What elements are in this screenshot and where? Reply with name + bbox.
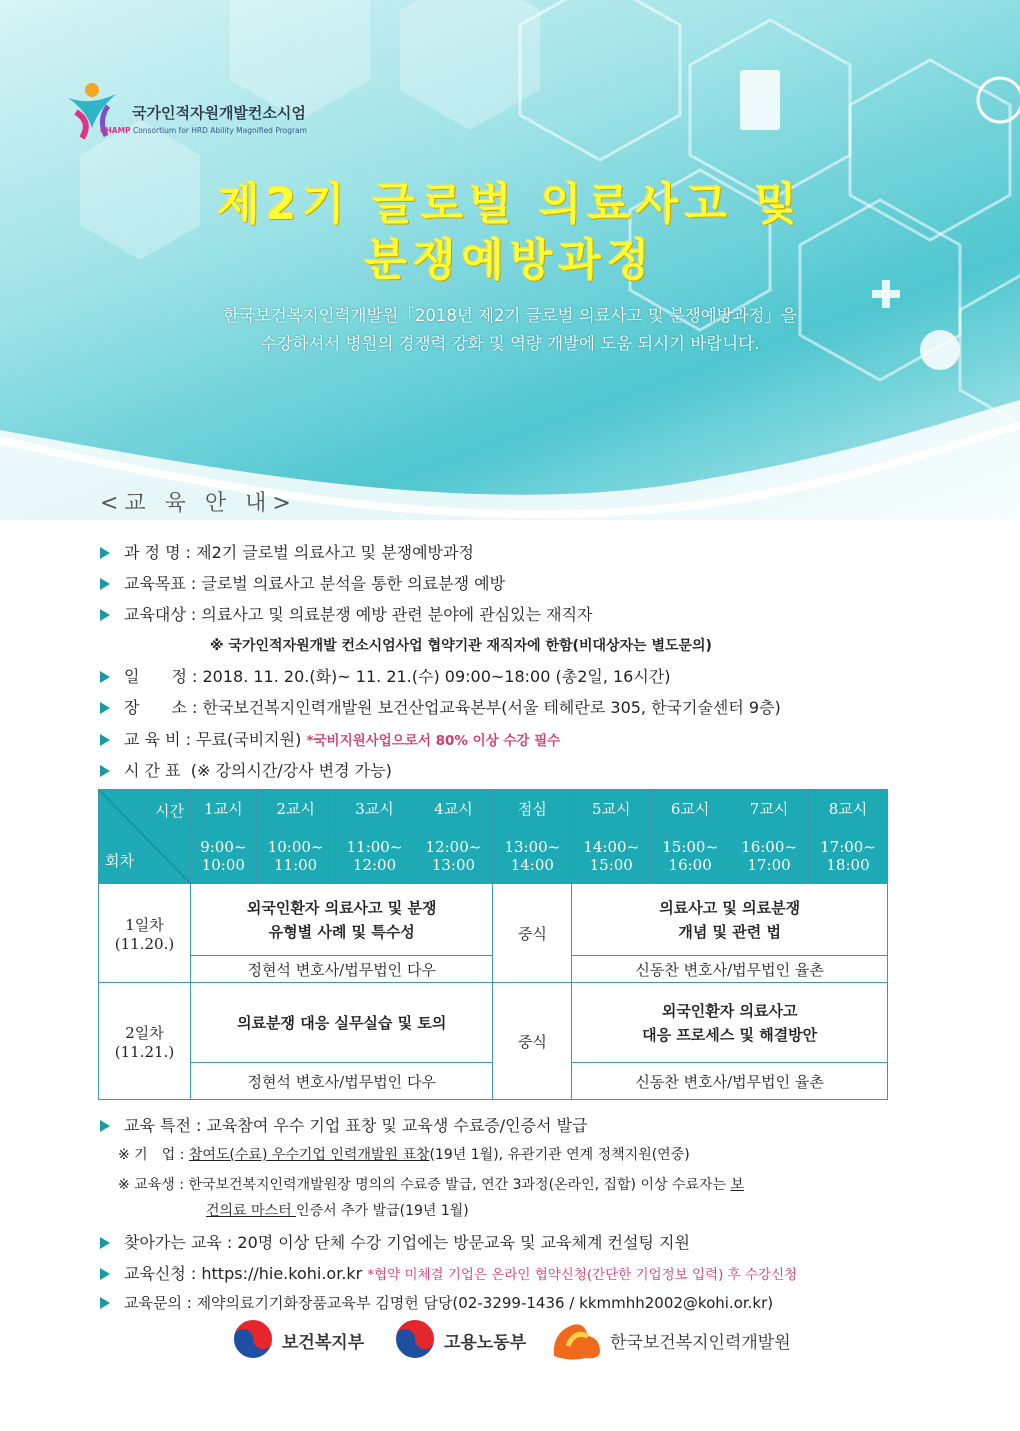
- schedule-table: [98, 789, 888, 1100]
- champ-logo: [62, 76, 342, 148]
- day2-am-instructor: 정현석 변호사/법무법인 다우: [191, 1063, 493, 1100]
- arrow-icon: [100, 1268, 110, 1280]
- day2-am-topic: 의료분쟁 대응 실무실습 및 토의: [191, 983, 493, 1063]
- period-header: 4교시: [414, 790, 493, 828]
- kohi-label: 한국보건복지인력개발원: [610, 1333, 791, 1353]
- intro-line2: 수강하셔서 병원의 경쟁력 강화 및 역량 개발에 도움 되시기 바랍니다.: [260, 334, 760, 353]
- arrow-icon: [100, 734, 110, 746]
- arrow-icon: [100, 1120, 110, 1132]
- time-cell: 14:00~ 15:00: [572, 828, 651, 884]
- benefit-student-line2: 건의료 마스터 인증서 추가 발급(19년 1월): [206, 1203, 469, 1219]
- arrow-icon: [100, 1297, 110, 1309]
- day1-pm-instructor: 신동찬 변호사/법무법인 율촌: [572, 956, 888, 983]
- info-visiting: 찾아가는 교육 : 20명 이상 단체 수강 기업에는 방문교육 및 교육체계 컨설팅 지원: [100, 1230, 690, 1253]
- arrow-icon: [100, 609, 110, 621]
- info-contact: 교육문의 : 제약의료기기화장품교육부 김명헌 담당(02-3299-1436 / kkmmhh2002@kohi.or.kr): [100, 1292, 773, 1313]
- mohw-label: 보건복지부: [282, 1333, 365, 1353]
- section-title: <교 육 안 내>: [100, 491, 297, 516]
- period-header-row: [99, 790, 888, 828]
- time-cell: 10:00~ 11:00: [256, 828, 335, 884]
- day1-pm-topic: 의료사고 및 의료분쟁 개념 및 관련 법: [572, 884, 888, 956]
- time-cell: 12:00~ 13:00: [414, 828, 493, 884]
- info-fee: 교 육 비 : 무료(국비지원) *국비지원사업으로서 80% 이상 수강 필수: [100, 727, 560, 750]
- period-header: 2교시: [256, 790, 335, 828]
- intro-line1: 한국보건복지인력개발원「2018년 제2기 글로벌 의료사고 및 분쟁예방과정」을: [223, 306, 797, 325]
- benefit-student-line1: ※ 교육생 : 한국보건복지인력개발원장 명의의 수료증 발급, 연간 3과정(온라인, 집합) 이상 수료자는 보: [118, 1177, 745, 1193]
- hero-banner: [0, 0, 1020, 520]
- day2-pm-topic: 외국인환자 의료사고 대응 프로세스 및 해결방안: [572, 983, 888, 1063]
- day2-lunch: 중식: [493, 983, 572, 1100]
- time-cell: 9:00~ 10:00: [191, 828, 257, 884]
- day1-session-row: [99, 884, 888, 956]
- time-cell: 13:00~ 14:00: [493, 828, 572, 884]
- time-cell: 11:00~ 12:00: [335, 828, 414, 884]
- arrow-icon: [100, 702, 110, 714]
- arrow-icon: [100, 578, 110, 590]
- day1-lunch: 중식: [493, 884, 572, 983]
- time-cell: 15:00~ 16:00: [651, 828, 730, 884]
- benefit-company: ※ 기 업 : 참여도(수료) 우수기업 인력개발원 표창(19년 1월), 유관기관 연계 정책지원(연중): [118, 1147, 690, 1163]
- kohi-logo-icon: [550, 1316, 604, 1362]
- day1-label: 1일차 (11.20.): [99, 884, 191, 983]
- period-header: 1교시: [191, 790, 257, 828]
- info-location: 장 소 : 한국보건복지인력개발원 보건산업교육본부(서울 테헤란로 305, 한국기술센터 9층): [100, 695, 781, 718]
- info-benefits: 교육 특전 : 교육참여 우수 기업 표창 및 교육생 수료증/인증서 발급: [100, 1113, 588, 1136]
- target-note: ※ 국가인적자원개발 컨소시엄사업 협약기관 재직자에 한함(비대상자는 별도문의): [210, 638, 712, 654]
- moel-label: 고용노동부: [444, 1333, 527, 1353]
- arrow-icon: [100, 671, 110, 683]
- table-corner: [99, 790, 191, 884]
- corner-bottom-label: 회차: [105, 852, 134, 870]
- period-header: 8교시: [809, 790, 888, 828]
- fee-note: *국비지원사업으로서 80% 이상 수강 필수: [306, 733, 561, 749]
- period-header: 6교시: [651, 790, 730, 828]
- logo-subtitle: [100, 126, 307, 135]
- time-header-row: [99, 828, 888, 884]
- footer-logos: [0, 1316, 1020, 1366]
- day2-session-row: [99, 983, 888, 1063]
- page-title-line1: 제2기 글로벌 의료사고 및: [217, 179, 803, 230]
- arrow-icon: [100, 1237, 110, 1249]
- apply-note: *협약 미체결 기업은 온라인 협약신청(간단한 기업정보 입력) 후 수강신청: [367, 1267, 798, 1283]
- period-header: 3교시: [335, 790, 414, 828]
- time-cell: 16:00~ 17:00: [730, 828, 809, 884]
- day2-pm-instructor: 신동찬 변호사/법무법인 율촌: [572, 1063, 888, 1100]
- taegeuk-icon: [392, 1316, 438, 1362]
- day1-am-topic: 외국인환자 의료사고 및 분쟁 유형별 사례 및 특수성: [191, 884, 493, 956]
- period-header: 5교시: [572, 790, 651, 828]
- info-goal: 교육목표 : 글로벌 의료사고 분석을 통한 의료분쟁 예방: [100, 571, 505, 594]
- taegeuk-icon: [230, 1316, 276, 1362]
- day2-label: 2일차 (11.21.): [99, 983, 191, 1100]
- period-header: 점심: [493, 790, 572, 828]
- info-course-name: 과 정 명 : 제2기 글로벌 의료사고 및 분쟁예방과정: [100, 540, 474, 563]
- page-title-line2: 분쟁예방과정: [364, 235, 656, 286]
- arrow-icon: [100, 547, 110, 559]
- info-apply: 교육신청 : https://hie.kohi.or.kr *협약 미체결 기업은 온라인 협약신청(간단한 기업정보 입력) 후 수강신청: [100, 1261, 797, 1284]
- info-target: 교육대상 : 의료사고 및 의료분쟁 예방 관련 분야에 관심있는 재직자: [100, 602, 592, 625]
- arrow-icon: [100, 765, 110, 777]
- info-schedule: 일 정 : 2018. 11. 20.(화)~ 11. 21.(수) 09:00~18:00 (총2일, 16시간): [100, 664, 671, 687]
- period-header: 7교시: [730, 790, 809, 828]
- day1-am-instructor: 정현석 변호사/법무법인 다우: [191, 956, 493, 983]
- time-cell: 17:00~ 18:00: [809, 828, 888, 884]
- logo-sub-text: Consortium for HRD Ability Magnified Program: [132, 126, 307, 135]
- logo-sub-brand: CHAMP: [100, 126, 131, 135]
- apply-link[interactable]: https://hie.kohi.or.kr: [201, 1264, 363, 1283]
- corner-top-label: 시간: [155, 802, 184, 820]
- logo-name: 국가인적자원개발컨소시엄: [132, 104, 306, 122]
- info-timetable: 시 간 표 (※ 강의시간/강사 변경 가능): [100, 758, 392, 781]
